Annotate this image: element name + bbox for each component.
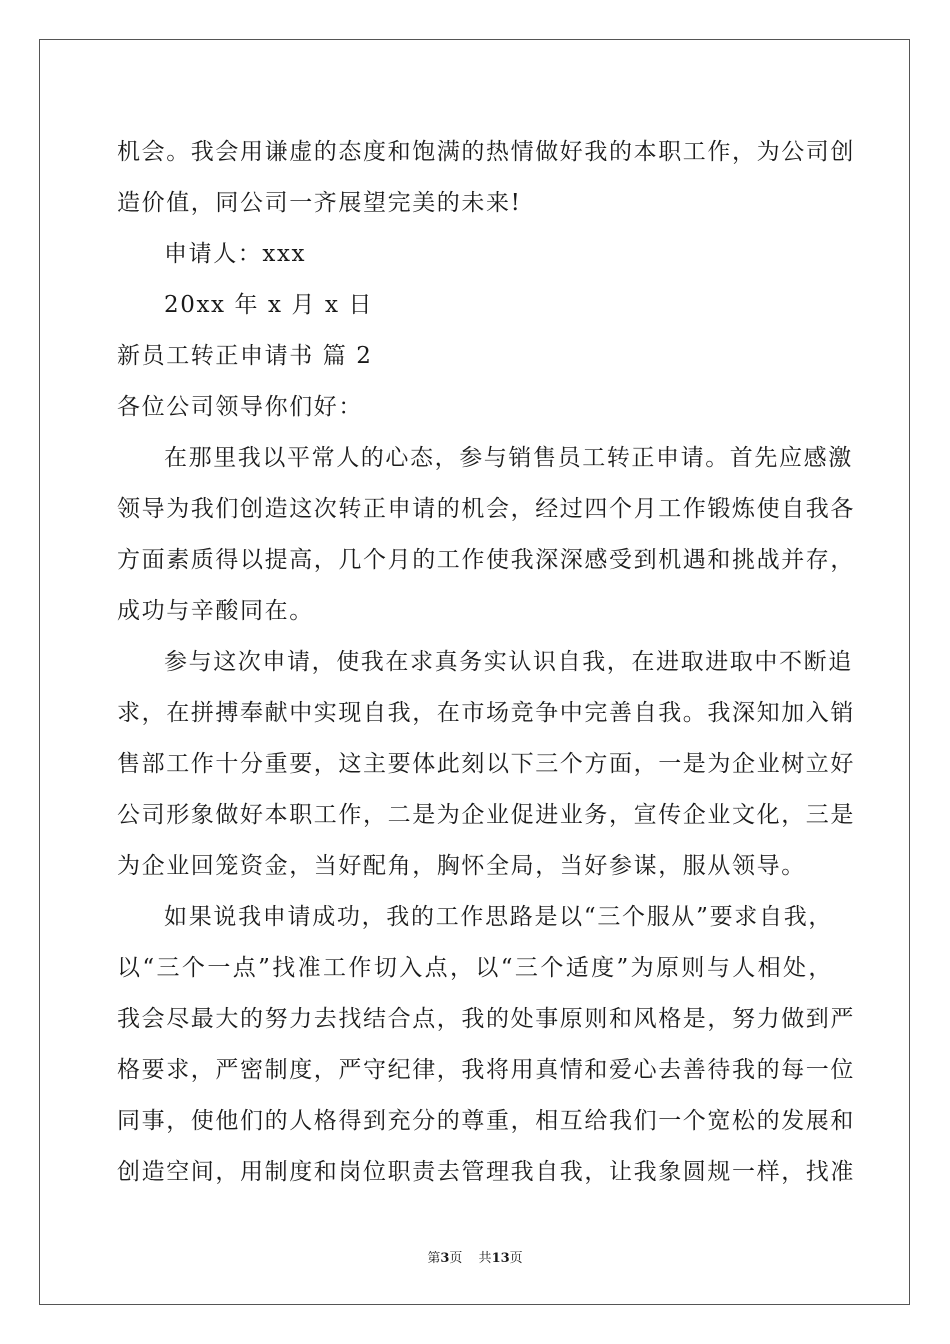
text-line: 成功与辛酸同在。 <box>117 598 314 624</box>
text-line: 造价值，同公司一齐展望完美的未来! <box>117 190 522 216</box>
text-line: 机会。我会用谦虚的态度和饱满的热情做好我的本职工作，为公司创 <box>117 139 855 165</box>
page-indicator: 第3页 <box>427 1251 463 1266</box>
text-line: 格要求，严密制度，严守纪律，我将用真情和爱心去善待我的每一位 <box>117 1057 855 1083</box>
text-line: 售部工作十分重要，这主要体此刻以下三个方面，一是为企业树立好 <box>117 751 855 777</box>
document-body <box>117 127 855 1198</box>
text-line: 20xx 年 x 月 x 日 <box>164 292 374 318</box>
total-pages-indicator: 共13页 <box>478 1251 523 1266</box>
text-line: 以“三个一点”找准工作切入点，以“三个适度”为原则与人相处， <box>117 955 833 981</box>
text-line: 我会尽最大的努力去找结合点，我的处事原则和风格是，努力做到严 <box>117 1006 855 1032</box>
text-line: 创造空间，用制度和岗位职责去管理我自我，让我象圆规一样，找准 <box>117 1159 855 1185</box>
text-line: 申请人：xxx <box>164 241 307 267</box>
text-line: 公司形象做好本职工作，二是为企业促进业务，宣传企业文化，三是 <box>117 802 855 828</box>
text-line: 求，在拼搏奉献中实现自我，在市场竞争中完善自我。我深知加入销 <box>117 700 855 726</box>
page-footer <box>0 1247 950 1266</box>
text-line: 为企业回笼资金，当好配角，胸怀全局，当好参谋，服从领导。 <box>117 853 806 879</box>
text-line: 领导为我们创造这次转正申请的机会，经过四个月工作锻炼使自我各 <box>117 496 855 522</box>
text-line: 各位公司领导你们好： <box>117 394 363 420</box>
text-line: 方面素质得以提高，几个月的工作使我深深感受到机遇和挑战并存， <box>117 547 855 573</box>
text-line: 参与这次申请，使我在求真务实认识自我，在进取进取中不断追 <box>164 649 853 675</box>
text-line: 新员工转正申请书 篇 2 <box>117 343 373 369</box>
text-line: 在那里我以平常人的心态，参与销售员工转正申请。首先应感激 <box>164 445 853 471</box>
text-line: 同事，使他们的人格得到充分的尊重，相互给我们一个宽松的发展和 <box>117 1108 855 1134</box>
text-line: 如果说我申请成功，我的工作思路是以“三个服从”要求自我， <box>164 904 833 930</box>
